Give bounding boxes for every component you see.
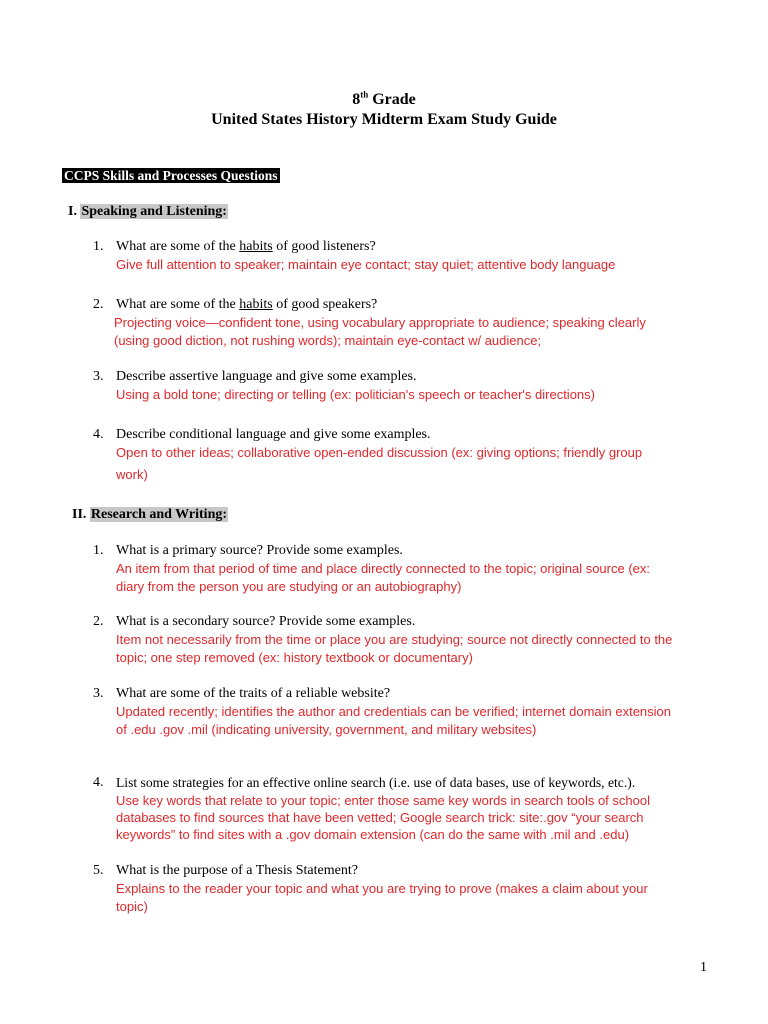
question-number: 4. xyxy=(93,775,104,790)
question-text: What is the purpose of a Thesis Statement? xyxy=(116,863,358,878)
answer-text: Use key words that relate to your topic; enter those same key words in search tools of school xyxy=(116,793,650,808)
section-title: Research and Writing: xyxy=(90,507,228,522)
answer-text: topic; one step removed (ex: history textbook or documentary) xyxy=(116,650,473,665)
question-text: List some strategies for an effective online search (i.e. use of data bases, use of keywords, etc.). xyxy=(116,775,636,790)
question-text: What are some of the habits of good listeners? xyxy=(116,239,376,254)
section-numeral: II. xyxy=(72,507,87,522)
answer-text: work) xyxy=(116,467,148,482)
page-number: 1 xyxy=(700,960,707,975)
grade-suffix: th xyxy=(360,89,369,100)
answer-text: Give full attention to speaker; maintain eye contact; stay quiet; attentive body language xyxy=(116,257,616,272)
grade-word: Grade xyxy=(372,91,416,108)
answer-text: (using good diction, not rushing words); maintain eye-contact w/ audience; xyxy=(114,333,542,348)
answer-text: An item from that period of time and place directly connected to the topic; original source (ex: xyxy=(116,561,650,576)
question-text: Describe assertive language and give some examples. xyxy=(116,369,417,384)
grade-number: 8 xyxy=(352,91,361,108)
ccps-header-label: CCPS Skills and Processes Questions xyxy=(64,168,278,183)
question-number: 1. xyxy=(93,239,104,254)
section-title: Speaking and Listening: xyxy=(81,204,227,219)
grade-title xyxy=(0,90,768,110)
question-text: What is a secondary source? Provide some examples. xyxy=(116,614,416,629)
question-text: What is a primary source? Provide some examples. xyxy=(116,543,403,558)
question-number: 3. xyxy=(93,369,104,384)
document-title: United States History Midterm Exam Study Guide xyxy=(211,111,557,128)
underlined-word: habits xyxy=(239,297,273,312)
question-text: What are some of the traits of a reliable website? xyxy=(116,686,391,701)
answer-text: databases to find sources that have been vetted; Google search trick: site:.gov “your search xyxy=(116,810,644,825)
question-number: 1. xyxy=(93,543,104,558)
question-number: 5. xyxy=(93,863,104,878)
answer-text: of .edu .gov .mil (indicating university, government, and military websites) xyxy=(116,722,537,737)
question-number: 4. xyxy=(93,427,104,442)
underlined-word: habits xyxy=(239,239,273,254)
section-heading-research xyxy=(72,506,228,524)
section-heading-speaking xyxy=(68,203,228,221)
answer-text: diary from the person you are studying or an autobiography) xyxy=(116,579,462,594)
answer-text: topic) xyxy=(116,899,148,914)
answer-text: Projecting voice—confident tone, using vocabulary appropriate to audience; speaking clearly xyxy=(114,315,646,330)
question-text: Describe conditional language and give some examples. xyxy=(116,427,431,442)
section-numeral: I. xyxy=(68,204,77,219)
question-number: 2. xyxy=(93,614,104,629)
answer-text: Using a bold tone; directing or telling (ex: politician's speech or teacher's directions) xyxy=(116,387,595,402)
answer-text: Open to other ideas; collaborative open-ended discussion (ex: giving options; friendly group xyxy=(116,445,643,460)
question-number: 3. xyxy=(93,686,104,701)
ccps-header xyxy=(62,167,280,185)
answer-text: Updated recently; identifies the author and credentials can be verified; internet domain extension xyxy=(116,704,672,719)
answer-text: Explains to the reader your topic and what you are trying to prove (makes a claim about your xyxy=(116,881,648,896)
answer-text: Item not necessarily from the time or place you are studying; source not directly connected to the xyxy=(116,632,673,647)
answer-text: keywords” to find sites with a .gov domain extension (can do the same with .mil and .edu) xyxy=(116,827,630,842)
question-number: 2. xyxy=(93,297,104,312)
question-text: What are some of the habits of good speakers? xyxy=(116,297,378,312)
